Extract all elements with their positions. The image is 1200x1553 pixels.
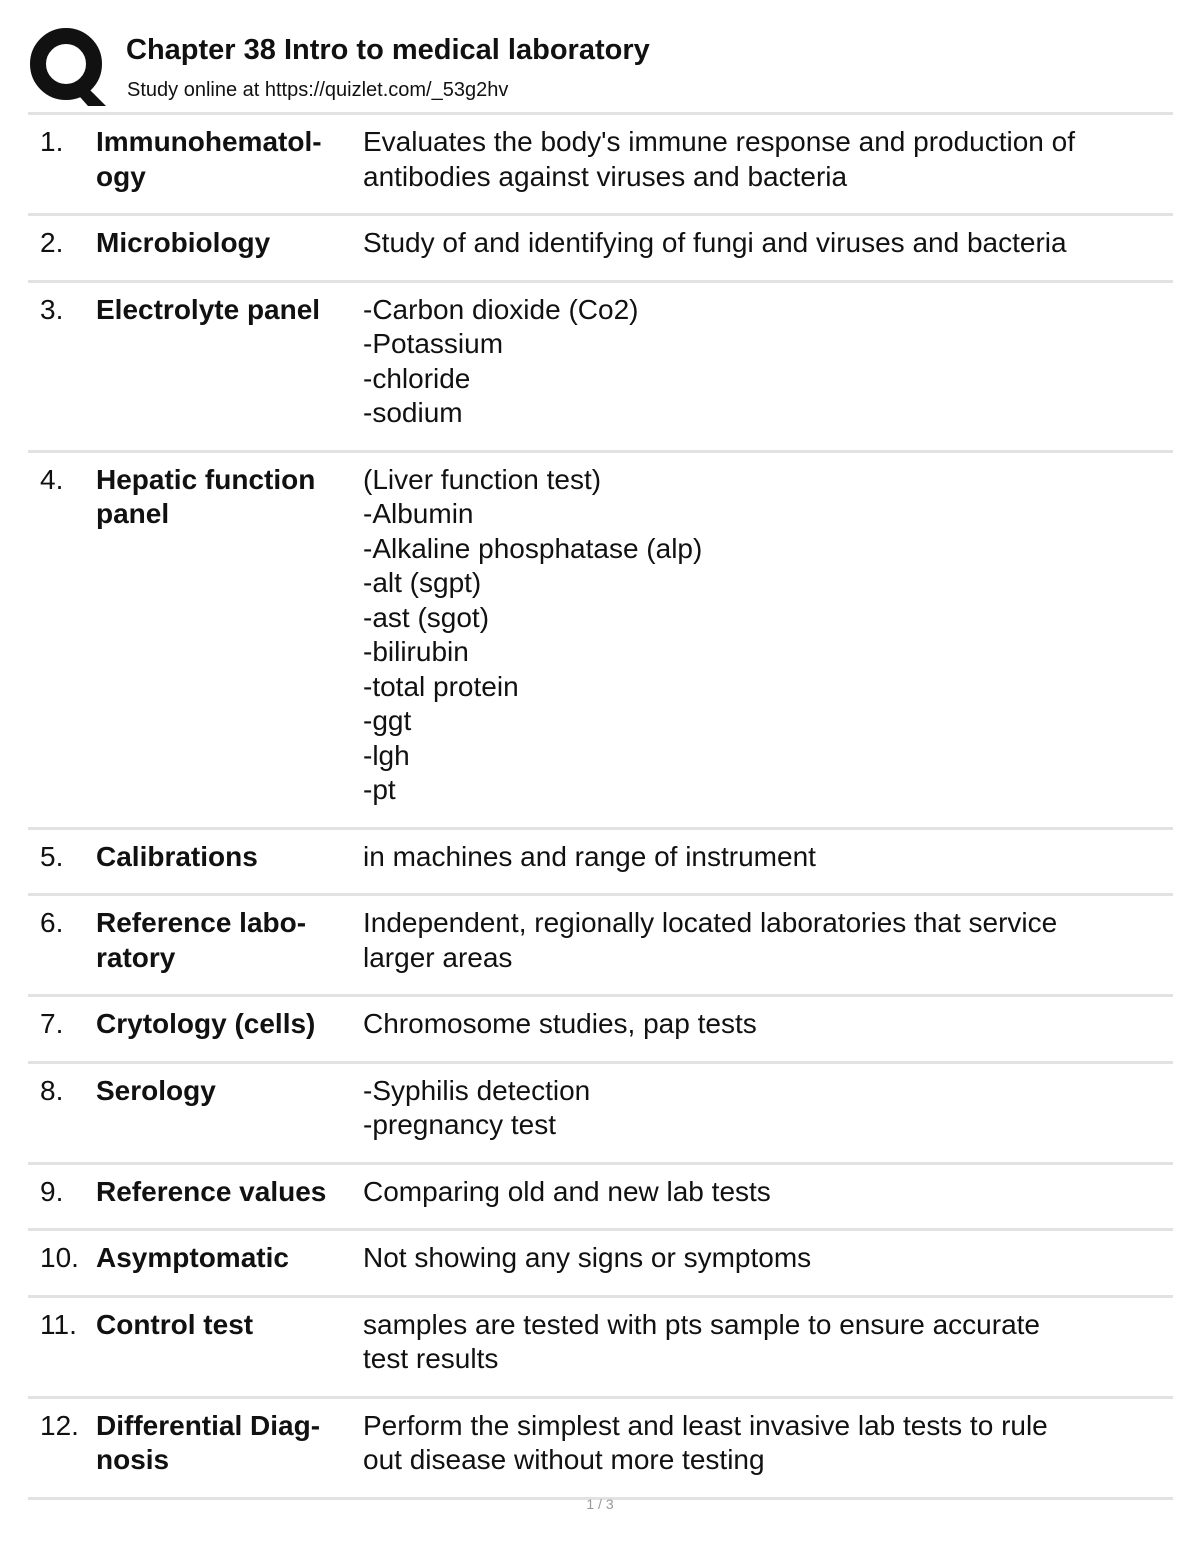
term-row [28,997,1173,1064]
definition-line: samples are tested with pts sample to ensure accurate [363,1308,1041,1340]
definition-line: Comparing old and new lab tests [363,1175,771,1207]
definition [363,463,1173,808]
term [96,1175,363,1210]
row-number: 12. [40,1409,79,1441]
term [96,840,363,875]
definition-line: Chromosome studies, pap tests [363,1008,757,1039]
term-line: Differential Diag- [96,1409,321,1441]
definition-line: -pt [363,774,396,805]
definition [363,226,1173,261]
term-line: Reference values [96,1175,327,1207]
definition-line: -Carbon dioxide (Co2) [363,293,639,325]
term [96,463,363,532]
definition-line: Study of and identifying of fungi and viruses and bacteria [363,227,1067,258]
definition-line: -pregnancy test [363,1109,556,1140]
term-row [28,1064,1173,1165]
definition-line: -Albumin [363,498,474,529]
definition-line: -lgh [363,739,410,771]
term [96,1409,363,1478]
definition-line: -Potassium [363,328,504,359]
definition [363,1007,1173,1042]
term-row [28,115,1173,216]
definition [363,1175,1173,1210]
row-number: 2. [40,227,64,258]
row-number: 11. [40,1308,77,1340]
flashcard-list [28,115,1173,1500]
quizlet-q-logo-icon [28,26,108,106]
row-number: 1. [40,126,64,157]
definition [363,125,1173,194]
definition [363,1074,1173,1143]
definition-line: larger areas [363,941,513,973]
definition [363,1409,1173,1478]
term-row [28,283,1173,453]
term [96,1241,363,1276]
term-line: Control test [96,1308,254,1340]
term-line: Hepatic function [96,463,316,495]
term-row [28,216,1173,283]
term [96,906,363,975]
definition [363,840,1173,875]
term-row [28,453,1173,830]
document-header [28,26,1173,112]
definition [363,293,1173,431]
definition-line: Not showing any signs or symptoms [363,1242,812,1273]
term [96,1074,363,1109]
term-row [28,1231,1173,1298]
definition-line: -total protein [363,670,519,702]
definition-line: Independent, regionally located laboratories that service [363,907,1058,938]
definition-line: out disease without more testing [363,1444,765,1475]
definition-line: antibodies against viruses and bacteria [363,160,848,192]
definition-line: -ggt [363,705,412,736]
term-row [28,1399,1173,1500]
row-number: 6. [40,907,64,938]
definition-line: -sodium [363,397,463,428]
term-line: Immunohematol- [96,126,322,157]
term-line: nosis [96,1444,170,1475]
definition-line: -bilirubin [363,636,469,667]
definition-line: -Syphilis detection [363,1074,591,1106]
term-line: Calibrations [96,840,258,872]
definition-line: (Liver function test) [363,463,602,495]
row-number: 8. [40,1074,64,1106]
definition [363,1308,1173,1377]
definition-line: -alt (sgpt) [363,567,482,598]
term [96,293,363,328]
term-line: Microbiology [96,227,271,258]
term-line: Reference labo- [96,907,307,938]
term-line: Asymptomatic [96,1242,289,1273]
definition [363,906,1173,975]
term [96,1007,363,1042]
row-number: 7. [40,1008,64,1039]
term-row [28,1298,1173,1399]
definition-line: -chloride [363,362,471,394]
term [96,125,363,194]
term-line: Serology [96,1074,216,1106]
term-row [28,1165,1173,1232]
study-online-link[interactable]: Study online at https://quizlet.com/_53g2hv [127,79,509,101]
definition-line: test results [363,1343,499,1374]
document-title: Chapter 38 Intro to medical laboratory [126,34,650,66]
term-line: ratory [96,941,176,973]
term-row [28,830,1173,897]
definition-line: -ast (sgot) [363,601,490,633]
term-line: Electrolyte panel [96,293,321,325]
definition-line: Perform the simplest and least invasive lab tests to rule [363,1409,1048,1441]
term-line: panel [96,498,170,529]
row-number: 10. [40,1242,79,1273]
row-number: 5. [40,840,64,872]
term-row [28,896,1173,997]
term [96,1308,363,1343]
term-line: Crytology (cells) [96,1008,316,1039]
definition-line: Evaluates the body's immune response and production of [363,126,1076,157]
term-line: ogy [96,160,146,192]
page-number: 1 / 3 [586,1496,614,1512]
row-number: 9. [40,1175,64,1207]
definition-line: in machines and range of instrument [363,840,816,872]
row-number: 3. [40,293,64,325]
row-number: 4. [40,463,64,495]
term [96,226,363,261]
definition-line: -Alkaline phosphatase (alp) [363,532,703,564]
definition [363,1241,1173,1276]
